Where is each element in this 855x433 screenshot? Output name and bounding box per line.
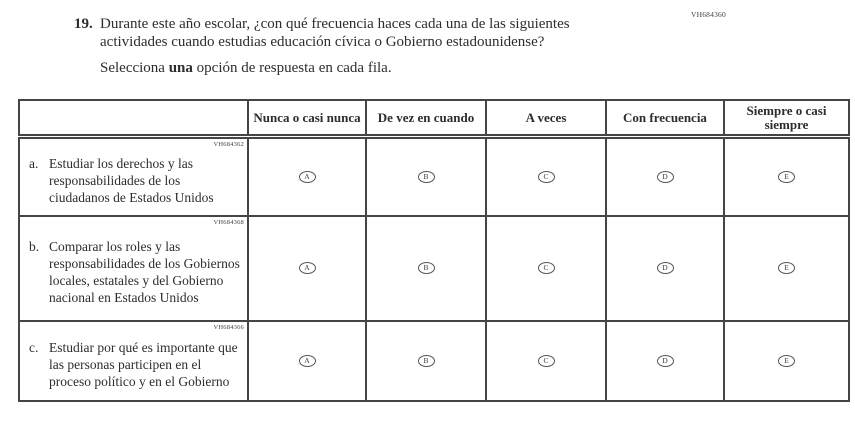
table-header-row bbox=[19, 100, 849, 137]
table-row bbox=[19, 137, 849, 216]
question-number: 19. bbox=[74, 16, 93, 32]
radio-option-b[interactable]: B bbox=[418, 262, 435, 274]
question-instruction bbox=[100, 59, 635, 77]
radio-option-d[interactable]: D bbox=[657, 262, 674, 274]
option-cell bbox=[606, 321, 724, 401]
radio-option-d[interactable]: D bbox=[657, 171, 674, 183]
row-letter: b. bbox=[29, 239, 40, 254]
row-label-cell bbox=[19, 137, 248, 216]
option-cell bbox=[606, 137, 724, 216]
column-header-con-frecuencia: Con frecuencia bbox=[606, 100, 724, 137]
option-cell bbox=[486, 321, 606, 401]
question-text: Durante este año escolar, ¿con qué frecuencia haces cada una de las siguientes actividades cuando estudias educación cívica o Gobierno estadounidense? bbox=[100, 16, 570, 50]
option-cell bbox=[724, 321, 849, 401]
row-letter: a. bbox=[29, 156, 39, 172]
option-cell bbox=[486, 216, 606, 321]
table-row bbox=[19, 216, 849, 321]
row-label-text: Estudiar los derechos y las responsabilidades de los ciudadanos de Estados Unidos bbox=[49, 156, 214, 206]
table-row bbox=[19, 321, 849, 401]
radio-option-a[interactable]: A bbox=[299, 171, 316, 183]
radio-option-e[interactable]: E bbox=[778, 171, 795, 183]
radio-option-b[interactable]: B bbox=[418, 171, 435, 183]
radio-option-a[interactable]: A bbox=[299, 355, 316, 367]
header-empty-cell bbox=[19, 100, 248, 137]
instruction-prefix: Selecciona bbox=[100, 60, 169, 76]
radio-option-d[interactable]: D bbox=[657, 355, 674, 367]
option-cell bbox=[486, 137, 606, 216]
option-cell bbox=[724, 216, 849, 321]
instruction-suffix: opción de respuesta en cada fila. bbox=[192, 60, 392, 76]
option-cell bbox=[606, 216, 724, 321]
radio-option-b[interactable]: B bbox=[418, 355, 435, 367]
option-cell bbox=[366, 321, 486, 401]
row-accession-code: VH684362 bbox=[213, 141, 244, 148]
radio-option-e[interactable]: E bbox=[778, 355, 795, 367]
question-block bbox=[74, 15, 635, 77]
radio-option-c[interactable]: C bbox=[538, 262, 555, 274]
radio-option-c[interactable]: C bbox=[538, 171, 555, 183]
instruction-bold-word: una bbox=[168, 60, 193, 76]
option-cell bbox=[366, 216, 486, 321]
column-header-siempre: Siempre o casi siempre bbox=[724, 100, 849, 137]
row-label-text: Comparar los roles y las responsabilidades de los Gobiernos locales, estatales y del Gobierno nacional en Estados Unidos bbox=[49, 239, 240, 305]
row-accession-code: VH684366 bbox=[213, 323, 244, 331]
radio-option-c[interactable]: C bbox=[538, 355, 555, 367]
option-cell bbox=[724, 137, 849, 216]
option-cell bbox=[248, 216, 366, 321]
option-cell bbox=[248, 321, 366, 401]
column-header-nunca: Nunca o casi nunca bbox=[248, 100, 366, 137]
question-body bbox=[100, 15, 635, 77]
radio-option-e[interactable]: E bbox=[778, 262, 795, 274]
frequency-matrix-table bbox=[18, 99, 850, 402]
option-cell bbox=[366, 137, 486, 216]
row-label-text: Estudiar por qué es importante que las personas participen en el proceso político y en el Gobierno bbox=[49, 340, 238, 389]
column-header-de-vez-en-cuando: De vez en cuando bbox=[366, 100, 486, 137]
row-accession-code: VH684368 bbox=[213, 218, 244, 226]
option-cell bbox=[248, 137, 366, 216]
row-label-cell bbox=[19, 216, 248, 321]
row-letter: c. bbox=[29, 340, 39, 355]
accession-code: VH684360 bbox=[691, 10, 726, 19]
radio-option-a[interactable]: A bbox=[299, 262, 316, 274]
column-header-a-veces: A veces bbox=[486, 100, 606, 137]
row-label-cell bbox=[19, 321, 248, 401]
